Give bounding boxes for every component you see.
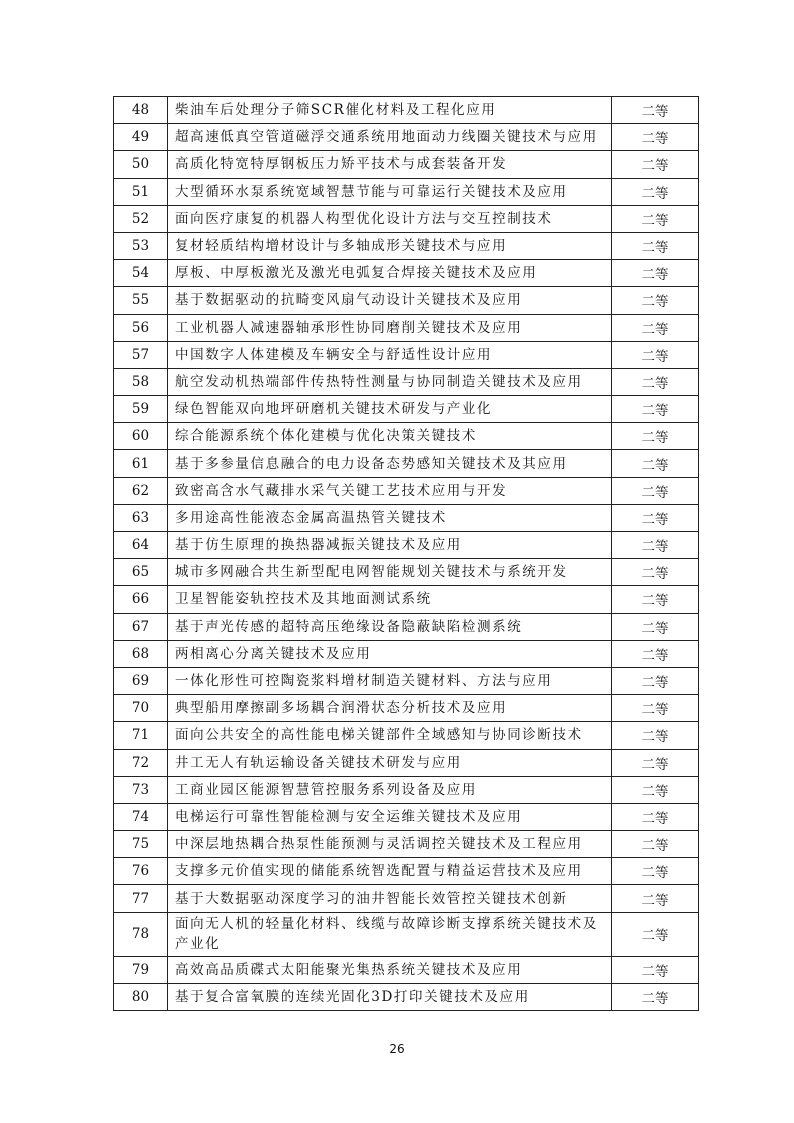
row-grade: 二等	[612, 396, 699, 423]
row-number: 49	[114, 124, 168, 151]
row-title: 厚板、中厚板激光及激光电弧复合焊接关键技术及应用	[168, 260, 612, 287]
row-title: 基于大数据驱动深度学习的油井智能长效管控关键技术创新	[168, 885, 612, 912]
table-row	[114, 640, 699, 667]
row-grade: 二等	[612, 124, 699, 151]
row-number: 52	[114, 205, 168, 232]
row-title: 基于复合富氧膜的连续光固化3D打印关键技术及应用	[168, 983, 612, 1010]
row-grade: 二等	[612, 532, 699, 559]
row-grade: 二等	[612, 287, 699, 314]
row-grade: 二等	[612, 586, 699, 613]
row-number: 50	[114, 151, 168, 178]
row-number: 61	[114, 450, 168, 477]
table-row	[114, 803, 699, 830]
row-title: 多用途高性能液态金属高温热管关键技术	[168, 504, 612, 531]
row-grade: 二等	[612, 885, 699, 912]
row-title: 中深层地热耦合热泵性能预测与灵活调控关键技术及工程应用	[168, 831, 612, 858]
row-number: 73	[114, 776, 168, 803]
row-grade: 二等	[612, 956, 699, 983]
row-title: 大型循环水泵系统宽域智慧节能与可靠运行关键技术及应用	[168, 178, 612, 205]
table-row	[114, 586, 699, 613]
awards-table	[113, 96, 699, 1011]
row-title: 绿色智能双向地坪研磨机关键技术研发与产业化	[168, 396, 612, 423]
table-row	[114, 341, 699, 368]
table-row	[114, 858, 699, 885]
table-row	[114, 749, 699, 776]
row-number: 68	[114, 640, 168, 667]
table-row	[114, 477, 699, 504]
row-title: 工业机器人减速器轴承形性协同磨削关键技术及应用	[168, 314, 612, 341]
row-grade: 二等	[612, 504, 699, 531]
row-title: 复材轻质结构增材设计与多轴成形关键技术与应用	[168, 232, 612, 259]
row-title: 致密高含水气藏排水采气关键工艺技术应用与开发	[168, 477, 612, 504]
row-title: 柴油车后处理分子筛SCR催化材料及工程化应用	[168, 97, 612, 124]
table-row	[114, 722, 699, 749]
row-number: 60	[114, 423, 168, 450]
row-number: 58	[114, 368, 168, 395]
row-grade: 二等	[612, 722, 699, 749]
table-row	[114, 504, 699, 531]
row-number: 74	[114, 803, 168, 830]
row-number: 48	[114, 97, 168, 124]
row-grade: 二等	[612, 260, 699, 287]
table-row	[114, 260, 699, 287]
row-title: 工商业园区能源智慧管控服务系列设备及应用	[168, 776, 612, 803]
row-title: 城市多网融合共生新型配电网智能规划关键技术与系统开发	[168, 559, 612, 586]
row-title: 基于声光传感的超特高压绝缘设备隐蔽缺陷检测系统	[168, 613, 612, 640]
row-number: 59	[114, 396, 168, 423]
row-grade: 二等	[612, 776, 699, 803]
row-number: 69	[114, 667, 168, 694]
row-grade: 二等	[612, 613, 699, 640]
table-row	[114, 368, 699, 395]
table-row	[114, 396, 699, 423]
table-row	[114, 124, 699, 151]
table-row	[114, 695, 699, 722]
row-number: 66	[114, 586, 168, 613]
row-number: 79	[114, 956, 168, 983]
row-title: 两相离心分离关键技术及应用	[168, 640, 612, 667]
table-row	[114, 151, 699, 178]
row-number: 72	[114, 749, 168, 776]
row-grade: 二等	[612, 97, 699, 124]
row-title: 基于多参量信息融合的电力设备态势感知关键技术及其应用	[168, 450, 612, 477]
table-row	[114, 885, 699, 912]
row-grade: 二等	[612, 232, 699, 259]
row-title: 支撑多元价值实现的储能系统智选配置与精益运营技术及应用	[168, 858, 612, 885]
row-number: 53	[114, 232, 168, 259]
row-title: 电梯运行可靠性智能检测与安全运维关键技术及应用	[168, 803, 612, 830]
table-row	[114, 314, 699, 341]
row-title: 一体化形性可控陶瓷浆料增材制造关键材料、方法与应用	[168, 667, 612, 694]
row-grade: 二等	[612, 314, 699, 341]
row-grade: 二等	[612, 695, 699, 722]
table-row	[114, 667, 699, 694]
row-number: 80	[114, 983, 168, 1010]
row-number: 71	[114, 722, 168, 749]
table-row	[114, 613, 699, 640]
row-title: 基于仿生原理的换热器减振关键技术及应用	[168, 532, 612, 559]
row-grade: 二等	[612, 667, 699, 694]
row-number: 75	[114, 831, 168, 858]
table-row	[114, 776, 699, 803]
table-row	[114, 831, 699, 858]
row-number: 57	[114, 341, 168, 368]
row-title: 井工无人有轨运输设备关键技术研发与应用	[168, 749, 612, 776]
row-title: 典型船用摩擦副多场耦合润滑状态分析技术及应用	[168, 695, 612, 722]
table-row	[114, 205, 699, 232]
row-number: 64	[114, 532, 168, 559]
row-grade: 二等	[612, 983, 699, 1010]
row-title: 中国数字人体建模及车辆安全与舒适性设计应用	[168, 341, 612, 368]
table-row	[114, 97, 699, 124]
row-title: 面向公共安全的高性能电梯关键部件全域感知与协同诊断技术	[168, 722, 612, 749]
row-grade: 二等	[612, 341, 699, 368]
row-grade: 二等	[612, 205, 699, 232]
table-row	[114, 956, 699, 983]
row-grade: 二等	[612, 423, 699, 450]
row-number: 78	[114, 912, 168, 956]
row-number: 65	[114, 559, 168, 586]
row-title: 超高速低真空管道磁浮交通系统用地面动力线圈关键技术与应用	[168, 124, 612, 151]
row-title: 高质化特宽特厚钢板压力矫平技术与成套装备开发	[168, 151, 612, 178]
table-row	[114, 532, 699, 559]
awards-table-body	[114, 97, 699, 1011]
table-row	[114, 232, 699, 259]
row-title: 航空发动机热端部件传热特性测量与协同制造关键技术及应用	[168, 368, 612, 395]
row-grade: 二等	[612, 450, 699, 477]
row-title: 卫星智能姿轨控技术及其地面测试系统	[168, 586, 612, 613]
row-title: 面向无人机的轻量化材料、线缆与故障诊断支撑系统关键技术及产业化	[168, 912, 612, 956]
page-number: 26	[389, 1042, 405, 1056]
table-row	[114, 983, 699, 1010]
row-grade: 二等	[612, 803, 699, 830]
table-row	[114, 559, 699, 586]
row-number: 67	[114, 613, 168, 640]
row-grade: 二等	[612, 178, 699, 205]
row-number: 76	[114, 858, 168, 885]
row-grade: 二等	[612, 368, 699, 395]
row-grade: 二等	[612, 858, 699, 885]
table-row	[114, 287, 699, 314]
row-number: 54	[114, 260, 168, 287]
table-row	[114, 178, 699, 205]
row-grade: 二等	[612, 831, 699, 858]
row-title: 综合能源系统个体化建模与优化决策关键技术	[168, 423, 612, 450]
table-row	[114, 912, 699, 956]
row-number: 62	[114, 477, 168, 504]
row-grade: 二等	[612, 151, 699, 178]
table-row	[114, 450, 699, 477]
row-title: 高效高品质碟式太阳能聚光集热系统关键技术及应用	[168, 956, 612, 983]
row-number: 63	[114, 504, 168, 531]
row-number: 56	[114, 314, 168, 341]
row-number: 70	[114, 695, 168, 722]
row-number: 51	[114, 178, 168, 205]
row-grade: 二等	[612, 640, 699, 667]
row-title: 基于数据驱动的抗畸变风扇气动设计关键技术及应用	[168, 287, 612, 314]
row-number: 55	[114, 287, 168, 314]
row-number: 77	[114, 885, 168, 912]
row-title: 面向医疗康复的机器人构型优化设计方法与交互控制技术	[168, 205, 612, 232]
row-grade: 二等	[612, 749, 699, 776]
row-grade: 二等	[612, 559, 699, 586]
row-grade: 二等	[612, 477, 699, 504]
row-grade: 二等	[612, 912, 699, 956]
table-row	[114, 423, 699, 450]
